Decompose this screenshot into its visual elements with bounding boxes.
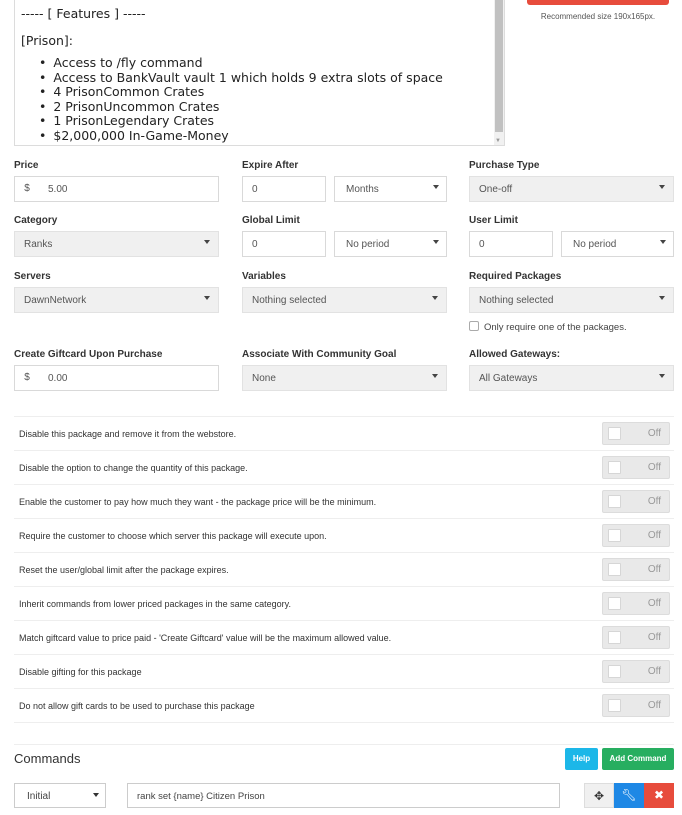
option-text: Disable the option to change the quantity of this package.: [19, 463, 248, 473]
toggle-state: Off: [647, 598, 661, 609]
only-one-package-checkbox-row[interactable]: [469, 321, 627, 333]
category-value: Ranks: [24, 239, 53, 250]
global-limit-label: Global Limit: [242, 215, 300, 226]
toggle-knob: [608, 699, 621, 712]
command-trigger-select[interactable]: [14, 783, 106, 808]
user-limit-input[interactable]: [469, 231, 553, 257]
wrench-icon[interactable]: 🔧︎: [614, 783, 644, 808]
servers-select[interactable]: [14, 287, 219, 313]
community-goal-value: None: [252, 373, 276, 384]
toggle-knob: [608, 563, 621, 576]
toggle-switch[interactable]: [602, 524, 670, 547]
purchase-type-label: Purchase Type: [469, 160, 540, 171]
expire-input[interactable]: [242, 176, 326, 202]
gateways-select[interactable]: [469, 365, 674, 391]
table-row: [14, 417, 674, 451]
dollar-addon: $: [24, 183, 30, 194]
price-value: 5.00: [48, 184, 68, 195]
toggle-state: Off: [647, 428, 661, 439]
option-text: Do not allow gift cards to be used to purchase this package: [19, 701, 255, 711]
community-goal-select[interactable]: [242, 365, 447, 391]
image-upload-button[interactable]: [527, 0, 669, 5]
command-value: rank set {name} Citizen Prison: [137, 791, 265, 802]
user-limit-label: User Limit: [469, 215, 518, 226]
variables-select[interactable]: [242, 287, 447, 313]
list-item: • 2 PrisonUncommon Crates: [39, 100, 504, 115]
servers-value: DawnNetwork: [24, 295, 87, 306]
user-limit-period-value: No period: [573, 239, 617, 250]
only-one-package-checkbox[interactable]: [469, 321, 479, 331]
giftcard-value: 0.00: [48, 373, 68, 384]
toggle-knob: [608, 495, 621, 508]
chevron-down-icon: [659, 296, 665, 300]
toggle-state: Off: [647, 632, 661, 643]
purchase-type-select[interactable]: [469, 176, 674, 202]
chevron-down-icon: [93, 793, 99, 797]
toggle-state: Off: [647, 496, 661, 507]
purchase-type-value: One-off: [479, 184, 513, 195]
description-editor[interactable]: [14, 0, 505, 146]
toggle-switch[interactable]: [602, 490, 670, 513]
toggle-switch[interactable]: [602, 456, 670, 479]
table-row: [14, 519, 674, 553]
global-limit-period-value: No period: [346, 239, 390, 250]
gateways-value: All Gateways: [479, 373, 538, 384]
user-limit-period-select[interactable]: [561, 231, 674, 257]
toggle-switch[interactable]: [602, 694, 670, 717]
toggle-switch[interactable]: [602, 558, 670, 581]
command-input[interactable]: [127, 783, 560, 808]
expire-label: Expire After: [242, 160, 299, 171]
chevron-down-icon: [204, 240, 210, 244]
option-text: Match giftcard value to price paid - 'Create Giftcard' value will be the maximum allowed value.: [19, 633, 392, 643]
user-limit-value: 0: [479, 239, 485, 250]
toggle-state: Off: [647, 700, 661, 711]
divider: [14, 744, 674, 745]
option-text: Disable gifting for this package: [19, 667, 142, 677]
package-options-table: [14, 416, 674, 723]
list-item: • 4 PrisonCommon Crates: [39, 85, 504, 100]
command-trigger-value: Initial: [27, 791, 51, 802]
toggle-knob: [608, 427, 621, 440]
option-text: Reset the user/global limit after the package expires.: [19, 565, 229, 575]
toggle-state: Off: [647, 564, 661, 575]
required-packages-label: Required Packages: [469, 271, 562, 282]
list-item: • Access to BankVault vault 1 which holds 9 extra slots of space: [39, 71, 504, 86]
table-row: [14, 689, 674, 723]
list-item: • 1 PrisonLegendary Crates: [39, 114, 504, 129]
table-row: [14, 587, 674, 621]
add-command-button[interactable]: Add Command: [602, 748, 674, 770]
global-limit-value: 0: [252, 239, 258, 250]
toggle-knob: [608, 631, 621, 644]
giftcard-label: Create Giftcard Upon Purchase: [14, 349, 163, 360]
toggle-switch[interactable]: [602, 422, 670, 445]
price-input[interactable]: [14, 176, 219, 202]
toggle-state: Off: [647, 666, 661, 677]
toggle-knob: [608, 529, 621, 542]
table-row: [14, 621, 674, 655]
required-packages-value: Nothing selected: [479, 295, 554, 306]
section-heading: [Prison]:: [21, 33, 73, 48]
toggle-switch[interactable]: [602, 660, 670, 683]
expire-value: 0: [252, 184, 258, 195]
list-item: • Access to /fly command: [39, 56, 504, 71]
chevron-down-icon: [660, 240, 666, 244]
chevron-down-icon: [433, 185, 439, 189]
toggle-knob: [608, 597, 621, 610]
scroll-down-icon[interactable]: ▼: [495, 138, 501, 144]
dollar-addon: $: [24, 372, 30, 383]
required-packages-select[interactable]: [469, 287, 674, 313]
giftcard-input[interactable]: [14, 365, 219, 391]
expire-unit-value: Months: [346, 184, 379, 195]
close-icon[interactable]: ✖: [644, 783, 674, 808]
feature-list: [39, 56, 504, 143]
table-row: [14, 553, 674, 587]
toggle-state: Off: [647, 462, 661, 473]
scrollbar-thumb[interactable]: [495, 0, 503, 132]
toggle-switch[interactable]: [602, 592, 670, 615]
table-row: [14, 451, 674, 485]
option-text: Inherit commands from lower priced packages in the same category.: [19, 599, 291, 609]
help-button[interactable]: Help: [565, 748, 598, 770]
table-row: [14, 485, 674, 519]
chevron-down-icon: [659, 374, 665, 378]
option-text: Disable this package and remove it from the webstore.: [19, 429, 237, 439]
commands-title: Commands: [14, 751, 81, 766]
global-limit-period-select[interactable]: [334, 231, 447, 257]
community-goal-label: Associate With Community Goal: [242, 349, 397, 360]
chevron-down-icon: [432, 374, 438, 378]
option-text: Enable the customer to pay how much they want - the package price will be the minimum.: [19, 497, 377, 507]
option-text: Require the customer to choose which server this package will execute upon.: [19, 531, 327, 541]
image-size-note: Recommended size 190x165px.: [540, 12, 656, 21]
chevron-down-icon: [659, 185, 665, 189]
features-heading: ----- [ Features ] -----: [21, 6, 146, 21]
global-limit-input[interactable]: [242, 231, 326, 257]
toggle-switch[interactable]: [602, 626, 670, 649]
variables-label: Variables: [242, 271, 286, 282]
list-item: • $2,000,000 In-Game-Money: [39, 129, 504, 144]
price-label: Price: [14, 160, 39, 171]
category-select[interactable]: [14, 231, 219, 257]
chevron-down-icon: [432, 296, 438, 300]
variables-value: Nothing selected: [252, 295, 327, 306]
toggle-knob: [608, 665, 621, 678]
chevron-down-icon: [204, 296, 210, 300]
editor-scrollbar[interactable]: [494, 0, 504, 146]
toggle-knob: [608, 461, 621, 474]
expire-unit-select[interactable]: [334, 176, 447, 202]
category-label: Category: [14, 215, 58, 226]
only-one-package-label: Only require one of the packages.: [484, 322, 627, 333]
move-icon[interactable]: ✥: [584, 783, 614, 808]
table-row: [14, 655, 674, 689]
servers-label: Servers: [14, 271, 51, 282]
gateways-label: Allowed Gateways:: [469, 349, 561, 360]
toggle-state: Off: [647, 530, 661, 541]
chevron-down-icon: [433, 240, 439, 244]
